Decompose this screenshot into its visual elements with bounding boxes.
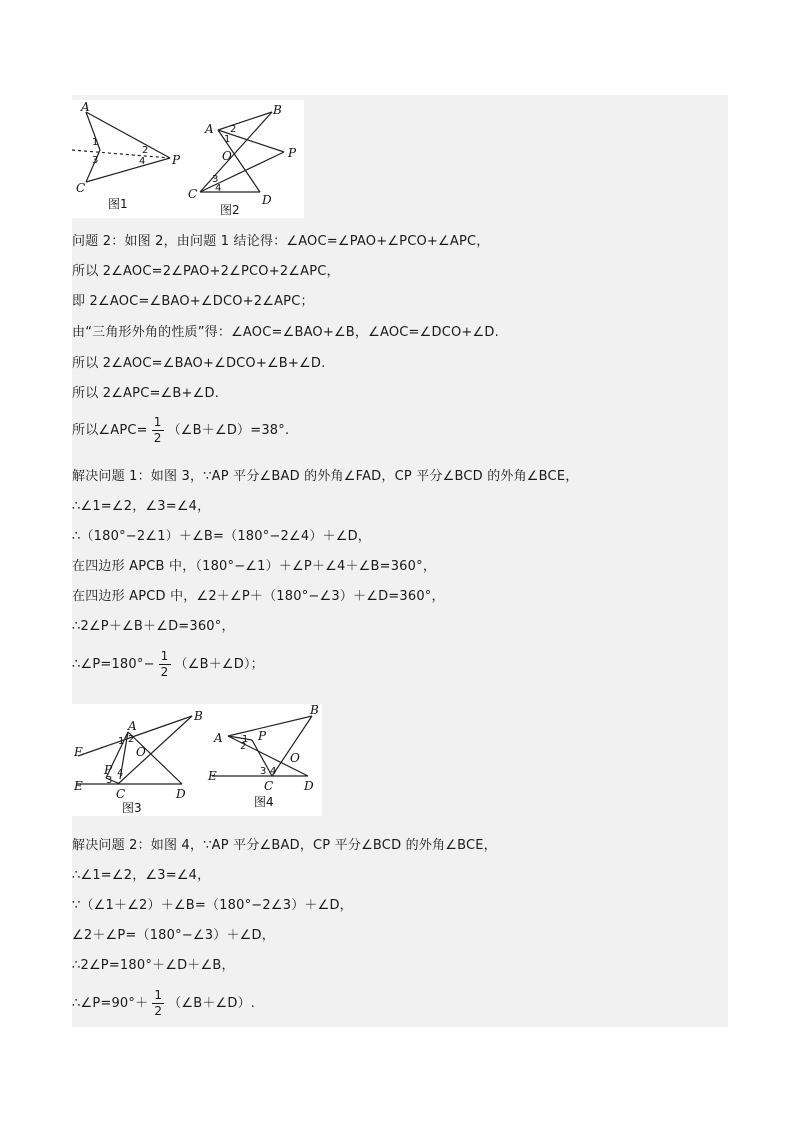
fig4-label-p: P [258, 729, 267, 743]
fig4-angle-1: 1 [242, 734, 249, 745]
fig3-label-c: C [116, 787, 126, 801]
fig2-label-p: P [288, 146, 297, 160]
text-line: 在四边形 APCB 中，（180°−∠1）＋∠P＋∠4＋∠B=360°， [72, 559, 437, 574]
fig3-angle-3: 3 [106, 775, 113, 786]
text-segment: （∠B＋∠D）. [168, 996, 256, 1011]
fig2-label-c: C [188, 187, 198, 201]
fig3-label-o: O [136, 745, 146, 759]
fig1-caption: 图1 [108, 197, 128, 211]
text-line: 所以 2∠AOC=2∠PAO+2∠PCO+2∠APC， [72, 264, 340, 279]
text-line: ∴2∠P＋∠B＋∠D=360°， [72, 619, 235, 634]
fig3-angle-1: 1 [118, 736, 125, 747]
fig1-label-p: P [172, 153, 181, 167]
figure-1-2-drawing [72, 100, 304, 218]
text-line: 所以 2∠AOC=∠BAO+∠DCO+∠B+∠D. [72, 356, 326, 371]
fig2-label-o: O [222, 149, 232, 163]
fig1-angle-2: 2 [142, 145, 149, 156]
fig2-caption: 图2 [220, 203, 240, 217]
fig3-label-d: D [176, 787, 186, 801]
text-line: ∴∠1=∠2，∠3=∠4， [72, 868, 211, 883]
text-segment: （∠B＋∠D）； [174, 657, 264, 672]
fig4-label-e: E [208, 769, 217, 783]
fig3-label-b: B [194, 709, 203, 723]
fig3-label-f: F [74, 745, 83, 759]
fig4-label-c: C [264, 779, 274, 793]
fig4-angle-3: 3 [260, 766, 267, 777]
fig2-angle-4: 4 [215, 183, 222, 194]
text-line: 在四边形 APCD 中，∠2＋∠P＋（180°−∠3）＋∠D=360°， [72, 589, 445, 604]
document-page [72, 95, 728, 1027]
fig4-angle-4: 4 [270, 766, 277, 777]
text-line: 解决问题 2：如图 4，∵AP 平分∠BAD，CP 平分∠BCD 的外角∠BCE， [72, 838, 497, 853]
formula-line [72, 986, 255, 1022]
fraction-half: $\frac{1}{2}$ [160, 649, 169, 679]
fig1-angle-1: 1 [92, 137, 99, 148]
fig4-label-d: D [304, 779, 314, 793]
text-line: 即 2∠AOC=∠BAO+∠DCO+2∠APC； [72, 294, 314, 309]
text-segment: ∴∠P=90°＋ [72, 996, 149, 1011]
figure-1 [72, 112, 170, 182]
text-segment: （∠B＋∠D）=38°. [167, 423, 290, 438]
text-segment: ∴∠P=180°− [72, 657, 155, 672]
formula-line [72, 647, 264, 683]
fig2-angle-2: 2 [230, 124, 237, 135]
text-line: 由“三角形外角的性质”得：∠AOC=∠BAO+∠B，∠AOC=∠DCO+∠D. [72, 325, 499, 340]
fig4-angle-2: 2 [240, 741, 247, 752]
fig1-angle-3: 3 [92, 155, 99, 166]
fig4-label-b: B [310, 704, 319, 717]
fig4-label-a: A [214, 731, 223, 745]
text-line: ∴∠1=∠2，∠3=∠4， [72, 499, 211, 514]
fig3-angle-4: 4 [117, 768, 124, 779]
text-line: ∴2∠P=180°＋∠D＋∠B， [72, 958, 235, 973]
figure-1-2 [72, 100, 304, 218]
fig3-angle-2: 2 [128, 734, 135, 745]
fig4-caption: 图4 [254, 795, 274, 809]
fig3-label-a: A [128, 719, 137, 733]
fig2-angle-1: 1 [224, 134, 231, 145]
fraction-half: $\frac{1}{2}$ [154, 988, 163, 1018]
fig2-label-d: D [262, 193, 272, 207]
figure-3-4 [72, 704, 322, 816]
fig1-label-c: C [76, 181, 86, 195]
fig3-caption: 图3 [122, 801, 142, 815]
fig2-angle-3: 3 [212, 174, 219, 185]
figure-3-4-drawing [72, 704, 322, 816]
fig1-angle-4: 4 [139, 156, 146, 167]
fig3-label-p: P [104, 763, 113, 777]
fig2-label-b: B [273, 103, 282, 117]
text-line: ∵（∠1＋∠2）＋∠B=（180°−2∠3）＋∠D， [72, 898, 353, 913]
text-line: 所以 2∠APC=∠B+∠D. [72, 386, 220, 401]
fig2-label-a: A [205, 122, 214, 136]
formula-line [72, 413, 289, 449]
text-line: 问题 2：如图 2，由问题 1 结论得：∠AOC=∠PAO+∠PCO+∠APC， [72, 234, 490, 249]
text-segment: 所以∠APC= [72, 423, 148, 438]
fig3-label-e: E [74, 779, 83, 793]
fig1-label-a: A [81, 100, 90, 114]
fig4-label-o: O [290, 751, 300, 765]
text-line: ∴（180°−2∠1）＋∠B=（180°−2∠4）＋∠D， [72, 529, 372, 544]
text-line: ∠2＋∠P=（180°−∠3）＋∠D， [72, 928, 275, 943]
text-line: 解决问题 1：如图 3，∵AP 平分∠BAD 的外角∠FAD，CP 平分∠BCD 的外角∠BCE， [72, 469, 579, 484]
fraction-half: $\frac{1}{2}$ [153, 415, 162, 445]
